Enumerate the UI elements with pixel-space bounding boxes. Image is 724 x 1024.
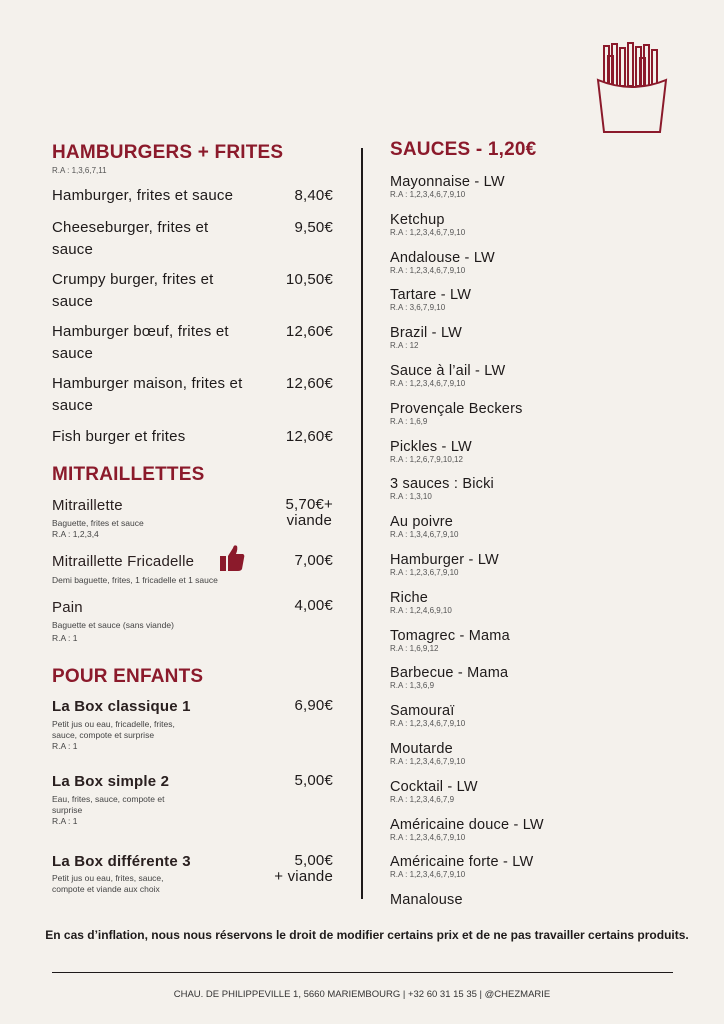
sauce-name: Manalouse — [390, 892, 463, 909]
sauce-name: Au poivre — [390, 514, 454, 531]
menu-item-price: 9,50€ — [294, 219, 333, 236]
menu-item-price: 5,00€ — [294, 852, 333, 869]
allergens: R.A : 1 — [52, 816, 78, 826]
menu-item-name: Fish burger et frites — [52, 428, 186, 445]
allergens: R.A : 12 — [390, 341, 419, 351]
sauce-item — [390, 854, 533, 880]
sauce-name: Andalouse - LW — [390, 249, 495, 266]
sauce-item — [390, 628, 510, 654]
allergens: R.A : 1,2,3,4,6,7,9,10 — [390, 227, 466, 237]
allergens: R.A : 1,2,3,4,6,7,9,10 — [390, 757, 466, 766]
menu-item-desc: Baguette et sauce (sans viande) — [52, 620, 174, 630]
section-title-mitraillettes: MITRAILLETTES — [52, 464, 205, 485]
sauce-item — [390, 779, 478, 805]
menu-item-price: 10,50€ — [285, 271, 333, 288]
sauce-item — [390, 665, 508, 691]
menu-item-desc: Baguette, frites et sauce — [52, 518, 144, 528]
sauce-name: Tartare - LW — [390, 287, 472, 304]
allergens: R.A : 1,2,3,6,7,9,10 — [390, 568, 459, 577]
menu-item-price-extra: + viande — [274, 868, 333, 885]
allergens: R.A : 1,3,10 — [390, 492, 432, 502]
sauce-name: Brazil - LW — [390, 325, 463, 342]
allergens: R.A : 1,3,6,9 — [390, 681, 435, 691]
sauce-item — [390, 212, 465, 238]
allergens: R.A : 1,2,3,4,6,7,9,10 — [390, 719, 466, 729]
sauce-item — [390, 892, 463, 908]
sauce-item — [390, 401, 523, 427]
thumbs-up-icon — [219, 544, 245, 572]
allergens: R.A : 1,2,3,4 — [52, 529, 99, 539]
allergens: R.A : 1,2,3,4,6,7,9,10 — [390, 190, 466, 199]
footer-address: CHAU. DE PHILIPPEVILLE 1, 5660 MARIEMBOURG | +32 60 31 15 35 | @CHEZMARIE — [173, 989, 551, 1000]
allergens: R.A : 3,6,7,9,10 — [390, 303, 446, 313]
sauce-item — [390, 741, 465, 767]
menu-item-desc: Eau, frites, sauce, compote et surprise — [52, 794, 165, 815]
column-divider — [361, 148, 363, 899]
menu-item-name: La Box différente 3 — [52, 853, 191, 870]
menu-item-price: 12,60€ — [285, 428, 333, 445]
sauce-name: Mayonnaise - LW — [390, 174, 505, 190]
sauce-name: Moutarde — [390, 741, 453, 757]
sauce-name: Provençale Beckers — [390, 400, 523, 417]
sauce-name: Barbecue - Mama — [390, 665, 509, 682]
sauce-name: Tomagrec - Mama — [390, 627, 510, 644]
allergens: R.A : 1,3,4,6,7,9,10 — [390, 530, 459, 540]
menu-item-name: La Box classique 1 — [52, 698, 191, 715]
menu-item-price: 7,00€ — [294, 552, 333, 569]
sauce-item — [390, 514, 459, 540]
fries-icon — [596, 42, 668, 136]
menu-item-price: 5,70€+ — [285, 496, 333, 513]
sauce-name: Riche — [390, 589, 429, 606]
allergens: R.A : 1,6,9 — [390, 416, 428, 426]
allergens: R.A : 1 — [52, 633, 78, 643]
sauce-item — [390, 174, 505, 200]
menu-item-name: Cheeseburger, frites et sauce — [52, 219, 209, 258]
sauce-item — [390, 552, 499, 578]
sauce-item — [390, 287, 471, 313]
menu-item-desc: Petit jus ou eau, frites, sauce, compote et viande aux choix — [52, 873, 164, 894]
sauce-item — [390, 439, 472, 465]
menu-item-desc: Demi baguette, frites, 1 fricadelle et 1 sauce — [52, 575, 218, 585]
footer-divider — [52, 972, 673, 973]
menu-item-price: 5,00€ — [294, 772, 333, 789]
menu-item-name: Hamburger, frites et sauce — [52, 187, 234, 204]
menu-item-name: Mitraillette — [52, 497, 123, 514]
menu-item-price: 8,40€ — [294, 187, 333, 204]
section-title-hamburgers: HAMBURGERS + FRITES — [52, 142, 284, 163]
menu-item-name: Hamburger bœuf, frites et sauce — [52, 323, 229, 362]
sauce-name: 3 sauces : Bicki — [390, 476, 494, 493]
allergens: R.A : 1,2,6,7,9,10,12 — [390, 454, 463, 464]
menu-item-price: 12,60€ — [285, 375, 333, 392]
sauce-item — [390, 476, 494, 502]
allergens: R.A : 1,2,4,6,9,10 — [390, 605, 452, 615]
menu-item-name: Pain — [52, 599, 83, 616]
sauce-name: Américaine forte - LW — [390, 854, 534, 871]
allergens: R.A : 1,2,3,4,6,7,9,10 — [390, 870, 466, 880]
sauce-name: Pickles - LW — [390, 438, 472, 455]
sauce-name: Américaine douce - LW — [390, 816, 544, 833]
allergens: R.A : 1,2,3,4,6,7,9,10 — [390, 379, 466, 388]
sauce-name: Cocktail - LW — [390, 778, 478, 795]
sauce-item — [390, 703, 465, 729]
sauce-name: Samouraï — [390, 703, 455, 720]
menu-item-name: Crumpy burger, frites et sauce — [52, 271, 214, 310]
menu-item-price-extra: viande — [286, 512, 332, 529]
allergens: R.A : 1,6,9,12 — [390, 643, 439, 653]
sauce-item — [390, 250, 495, 276]
allergens: R.A : 1,3,6,7,11 — [52, 166, 107, 175]
section-title-sauces: SAUCES - 1,20€ — [390, 139, 537, 160]
menu-item-price: 12,60€ — [285, 323, 333, 340]
menu-item-price: 4,00€ — [294, 597, 333, 614]
allergens: R.A : 1,2,3,4,6,7,9,10 — [390, 265, 466, 275]
sauce-name: Sauce à l’ail - LW — [390, 363, 506, 379]
sauce-name: Ketchup — [390, 211, 445, 228]
allergens: R.A : 1,2,3,4,6,7,9,10 — [390, 832, 466, 842]
menu-item-name: Hamburger maison, frites et sauce — [52, 375, 243, 414]
menu-item-name: Mitraillette Fricadelle — [52, 553, 195, 570]
sauce-item — [390, 363, 505, 389]
sauce-name: Hamburger - LW — [390, 552, 499, 568]
menu-item-price: 6,90€ — [294, 697, 333, 714]
allergens: R.A : 1,2,3,4,6,7,9 — [390, 794, 455, 804]
inflation-notice: En cas d’inflation, nous nous réservons le droit de modifier certains prix et de ne pas travailler certains produits. — [45, 928, 689, 942]
sauce-item — [390, 325, 462, 351]
menu-item-desc: Petit jus ou eau, fricadelle, frites, sauce, compote et surprise — [52, 719, 175, 740]
allergens: R.A : 1 — [52, 741, 78, 751]
section-title-enfants: POUR ENFANTS — [52, 666, 204, 687]
sauce-item — [390, 817, 544, 843]
sauce-item — [390, 590, 452, 616]
menu-item-name: La Box simple 2 — [52, 773, 170, 790]
